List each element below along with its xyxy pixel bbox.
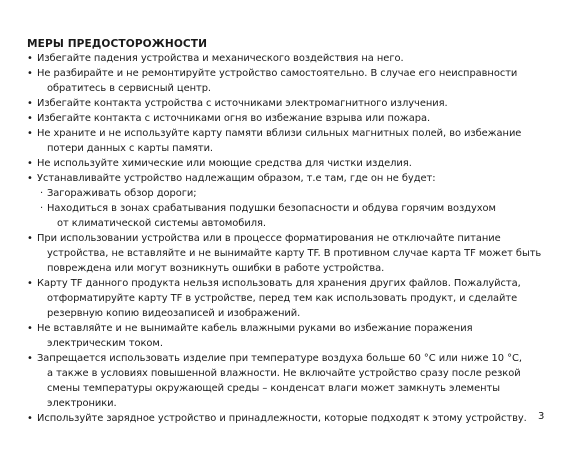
- bullet-marker: •: [27, 353, 33, 364]
- list-item: [27, 66, 557, 96]
- bullet-marker: •: [27, 128, 33, 139]
- sub-bullet-marker: ·: [40, 188, 44, 199]
- bullet-marker: •: [27, 68, 33, 79]
- list-item-text: Запрещается использовать изделие при температуре воздуха больше 60 °С или ниже 10 °С,: [37, 353, 522, 364]
- list-item-text: устройства, не вставляйте и не вынимайте карту TF. В противном случае карта TF может быть: [47, 248, 542, 259]
- list-item-text: Устанавливайте устройство надлежащим образом, т.е там, где он не будет:: [37, 173, 436, 184]
- list-item: [27, 351, 557, 411]
- list-item: [27, 51, 557, 66]
- list-item-text: Избегайте падения устройства и механического воздействия на него.: [37, 53, 404, 64]
- sub-list-item-text: Находиться в зонах срабатывания подушки безопасности и обдува горячим воздухом: [47, 203, 496, 214]
- list-item: [27, 321, 557, 351]
- list-item-text: Не используйте химические или моющие средства для чистки изделия.: [37, 158, 412, 169]
- bullet-marker: •: [27, 413, 33, 424]
- list-item-text: Избегайте контакта с источниками огня во избежание взрыва или пожара.: [37, 113, 431, 124]
- sub-bullet-marker: ·: [40, 203, 44, 214]
- bullet-marker: •: [27, 53, 33, 64]
- bullet-marker: •: [27, 98, 33, 109]
- list-item-text: Избегайте контакта устройства с источниками электромагнитного излучения.: [37, 98, 448, 109]
- list-item-text: резервную копию видеозаписей и изображений.: [47, 308, 301, 319]
- list-item-text: Не храните и не используйте карту памяти вблизи сильных магнитных полей, во избежание: [37, 128, 522, 139]
- list-item-text: Карту TF данного продукта нельзя использовать для хранения других файлов. Пожалуйста,: [37, 278, 521, 289]
- list-item: [27, 276, 557, 321]
- page-number: 3: [538, 411, 545, 422]
- list-item: [27, 126, 557, 156]
- list-item: [27, 156, 557, 171]
- list-item-text: Не вставляйте и не вынимайте кабель влажными руками во избежание поражения: [37, 323, 473, 334]
- list-item-text: Не разбирайте и не ремонтируйте устройство самостоятельно. В случае его неисправности: [37, 68, 518, 79]
- section-heading: МЕРЫ ПРЕДОСТОРОЖНОСТИ: [27, 38, 208, 50]
- bullet-marker: •: [27, 323, 33, 334]
- sub-list-item: [27, 186, 557, 201]
- sub-list-item: [27, 201, 557, 231]
- list-item-text: электрическим током.: [47, 338, 163, 349]
- list-item-text: При использовании устройства или в процессе форматирования не отключайте питание: [37, 233, 501, 244]
- bullet-marker: •: [27, 158, 33, 169]
- bullet-marker: •: [27, 113, 33, 124]
- list-item: [27, 96, 557, 111]
- list-item-text: а также в условиях повышенной влажности. Не включайте устройство сразу после резкой: [47, 368, 521, 379]
- list-item: [27, 111, 557, 126]
- safety-precautions-list: [27, 51, 557, 426]
- sub-list-item-text: Загораживать обзор дороги;: [47, 188, 197, 199]
- bullet-marker: •: [27, 278, 33, 289]
- list-item-text: отформатируйте карту TF в устройстве, перед тем как использовать продукт, и сделайте: [47, 293, 518, 304]
- list-item-text: повреждена или могут возникнуть ошибки в работе устройства.: [47, 263, 385, 274]
- list-item: [27, 171, 557, 186]
- list-item-text: обратитесь в сервисный центр.: [47, 83, 212, 94]
- list-item: [27, 231, 557, 276]
- sub-list-item-text: от климатической системы автомобиля.: [57, 218, 266, 229]
- list-item-text: Используйте зарядное устройство и принадлежности, которые подходят к этому устройству.: [37, 413, 527, 424]
- list-item: [27, 411, 557, 426]
- bullet-marker: •: [27, 173, 33, 184]
- bullet-marker: •: [27, 233, 33, 244]
- list-item-text: электроники.: [47, 398, 117, 409]
- list-item-text: потери данных с карты памяти.: [47, 143, 214, 154]
- list-item-text: смены температуры окружающей среды – конденсат влаги может замкнуть элементы: [47, 383, 500, 394]
